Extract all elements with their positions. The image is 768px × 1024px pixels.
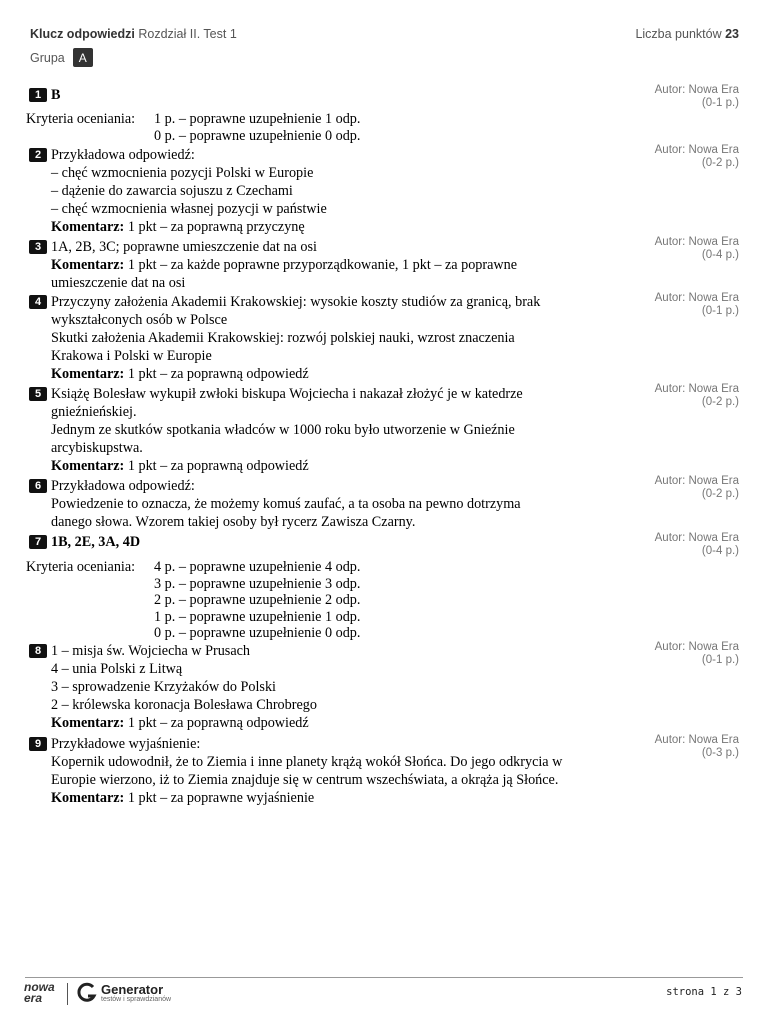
criteria-line: 3 p. – poprawne uzupełnienie 3 odp. (154, 575, 361, 592)
answer-line: Przyczyny założenia Akademii Krakowskiej: wysokie koszty studiów za granicą, brak (51, 294, 541, 310)
logo-text-line1: nowa (24, 980, 55, 994)
footer-divider (25, 977, 743, 978)
answer-line: – chęć wzmocnienia własnej pozycji w państwie (51, 201, 327, 217)
comment (51, 714, 641, 732)
answer-line: Przykładowe wyjaśnienie: (51, 736, 201, 752)
comment (51, 218, 641, 236)
answer-line: – chęć wzmocnienia pozycji Polski w Europie (51, 165, 314, 181)
author: Autor: Nowa Era (654, 641, 739, 653)
author: Autor: Nowa Era (654, 236, 739, 248)
generator-subtitle: testów i sprawdzianów (101, 995, 172, 1003)
question-meta (655, 532, 739, 558)
criteria-line: 1 p. – poprawne uzupełnienie 1 odp. (154, 608, 361, 625)
answer-line: 2 – królewska koronacja Bolesława Chrobrego (51, 697, 317, 713)
question-number: 6 (29, 479, 47, 493)
answer-line: Powiedzenie to oznacza, że możemy komuś zaufać, a ta osoba na pewno dotrzyma (51, 496, 521, 512)
answer-line: Kopernik udowodnił, że to Ziemia i inne planety krążą wokół Słońca. Do jego odkrycia w (51, 754, 563, 770)
group-label: Grupa (30, 50, 65, 65)
answer-line: Skutki założenia Akademii Krakowskiej: rozwój polskiej nauki, wzrost znaczenia (51, 330, 515, 346)
criteria-line: 1 p. – poprawne uzupełnienie 1 odp. (154, 111, 361, 127)
question-number: 9 (29, 737, 47, 751)
points: (0-2 p.) (701, 488, 739, 500)
author: Autor: Nowa Era (654, 383, 739, 395)
question-meta (655, 84, 739, 110)
comment-text: 1 pkt – za poprawną odpowiedź (127, 366, 309, 382)
question-number: 7 (29, 535, 47, 549)
comment-label: Komentarz: (51, 715, 125, 731)
group-indicator (30, 48, 93, 67)
points-label: Liczba punktów (635, 27, 722, 41)
points: (0-4 p.) (701, 249, 739, 261)
question-number: 3 (29, 240, 47, 254)
question-number: 1 (29, 88, 47, 102)
answer-line: gnieźnieńskiej. (51, 404, 137, 420)
answer-line: 3 – sprowadzenie Krzyżaków do Polski (51, 679, 276, 695)
comment-label: Komentarz: (51, 257, 125, 273)
grading-criteria (26, 559, 360, 642)
answer-line: danego słowa. Wzorem takiej osoby był rycerz Zawisza Czarny. (51, 514, 416, 530)
question-meta (655, 292, 739, 318)
answer-line: 4 – unia Polski z Litwą (51, 661, 183, 677)
criteria-line: 4 p. – poprawne uzupełnienie 4 odp. (154, 559, 361, 575)
criteria-line: 0 p. – poprawne uzupełnienie 0 odp. (154, 625, 361, 641)
comment (51, 365, 641, 383)
question-number: 5 (29, 387, 47, 401)
comment (51, 256, 641, 274)
title-bold: Klucz odpowiedzi (30, 27, 135, 41)
answer-line: Jednym ze skutków spotkania władców w 1000 roku było utworzenie w Gnieźnie (51, 422, 515, 438)
question-meta (655, 144, 739, 170)
points: (0-1 p.) (701, 305, 739, 317)
criteria-label: Kryteria oceniania: (26, 559, 136, 575)
answer: B (51, 87, 61, 103)
points: (0-2 p.) (701, 157, 739, 169)
comment-label: Komentarz: (51, 790, 125, 806)
comment (51, 789, 641, 807)
author: Autor: Nowa Era (654, 292, 739, 304)
page-number: strona 1 z 3 (666, 986, 742, 998)
author: Autor: Nowa Era (654, 144, 739, 156)
logo-separator (67, 983, 68, 1005)
question-meta (655, 734, 739, 760)
points: (0-4 p.) (701, 545, 739, 557)
points: (0-3 p.) (701, 747, 739, 759)
question-number: 8 (29, 644, 47, 658)
answer-line: Przykładowa odpowiedź: (51, 478, 195, 494)
answer-line: arcybiskupstwa. (51, 440, 143, 456)
generator-logo (77, 982, 171, 1004)
generator-title: Generator (101, 981, 164, 997)
comment-label: Komentarz: (51, 458, 125, 474)
answer: 1B, 2E, 3A, 4D (51, 534, 141, 550)
answer-line: Przykładowa odpowiedź: (51, 147, 195, 163)
title-rest: Rozdział II. Test 1 (138, 27, 237, 41)
logo-text-line2: era (24, 991, 43, 1005)
author: Autor: Nowa Era (654, 475, 739, 487)
comment-label: Komentarz: (51, 219, 125, 235)
group-badge: A (73, 48, 93, 67)
comment-text: 1 pkt – za poprawną odpowiedź (127, 458, 309, 474)
comment-text: 1 pkt – za każde poprawne przyporządkowanie, 1 pkt – za poprawne (127, 257, 518, 273)
answer-line: Książę Bolesław wykupił zwłoki biskupa Wojciecha i nakazał złożyć je w katedrze (51, 386, 523, 402)
criteria-line: 2 p. – poprawne uzupełnienie 2 odp. (154, 592, 361, 608)
answer-line: 1A, 2B, 3C; poprawne umieszczenie dat na osi (51, 239, 317, 255)
author: Autor: Nowa Era (654, 532, 739, 544)
question-number: 4 (29, 295, 47, 309)
answer-line: Krakowa i Polski w Europie (51, 348, 212, 364)
question-meta (655, 383, 739, 409)
points: (0-1 p.) (701, 654, 739, 666)
points-value: 23 (725, 27, 739, 41)
generator-g-icon (77, 982, 97, 1004)
comment-text: 1 pkt – za poprawne wyjaśnienie (127, 790, 315, 806)
question-number: 2 (29, 148, 47, 162)
question-meta (655, 641, 739, 667)
document-title (30, 27, 237, 41)
answer-line: – dążenie do zawarcia sojuszu z Czechami (51, 183, 293, 199)
comment-continuation: umieszczenie dat na osi (51, 275, 186, 291)
comment-text: 1 pkt – za poprawną przyczynę (127, 219, 305, 235)
criteria-line: 0 p. – poprawne uzupełnienie 0 odp. (154, 127, 361, 144)
question-meta (655, 236, 739, 262)
answer-line: Europie wierzono, iż to Ziemia znajduje się w centrum wszechświata, a okrąża ją Słońce. (51, 772, 559, 788)
comment-text: 1 pkt – za poprawną odpowiedź (127, 715, 309, 731)
comment (51, 457, 641, 475)
answer-line: wykształconych osób w Polsce (51, 312, 228, 328)
points-total (635, 27, 739, 41)
criteria-label: Kryteria oceniania: (26, 111, 136, 127)
grading-criteria (26, 111, 360, 144)
points: (0-2 p.) (701, 396, 739, 408)
author: Autor: Nowa Era (654, 84, 739, 96)
comment-label: Komentarz: (51, 366, 125, 382)
points: (0-1 p.) (701, 97, 739, 109)
question-meta (655, 475, 739, 501)
nowa-era-logo (24, 982, 55, 1004)
author: Autor: Nowa Era (654, 734, 739, 746)
answer-line: 1 – misja św. Wojciecha w Prusach (51, 643, 251, 659)
